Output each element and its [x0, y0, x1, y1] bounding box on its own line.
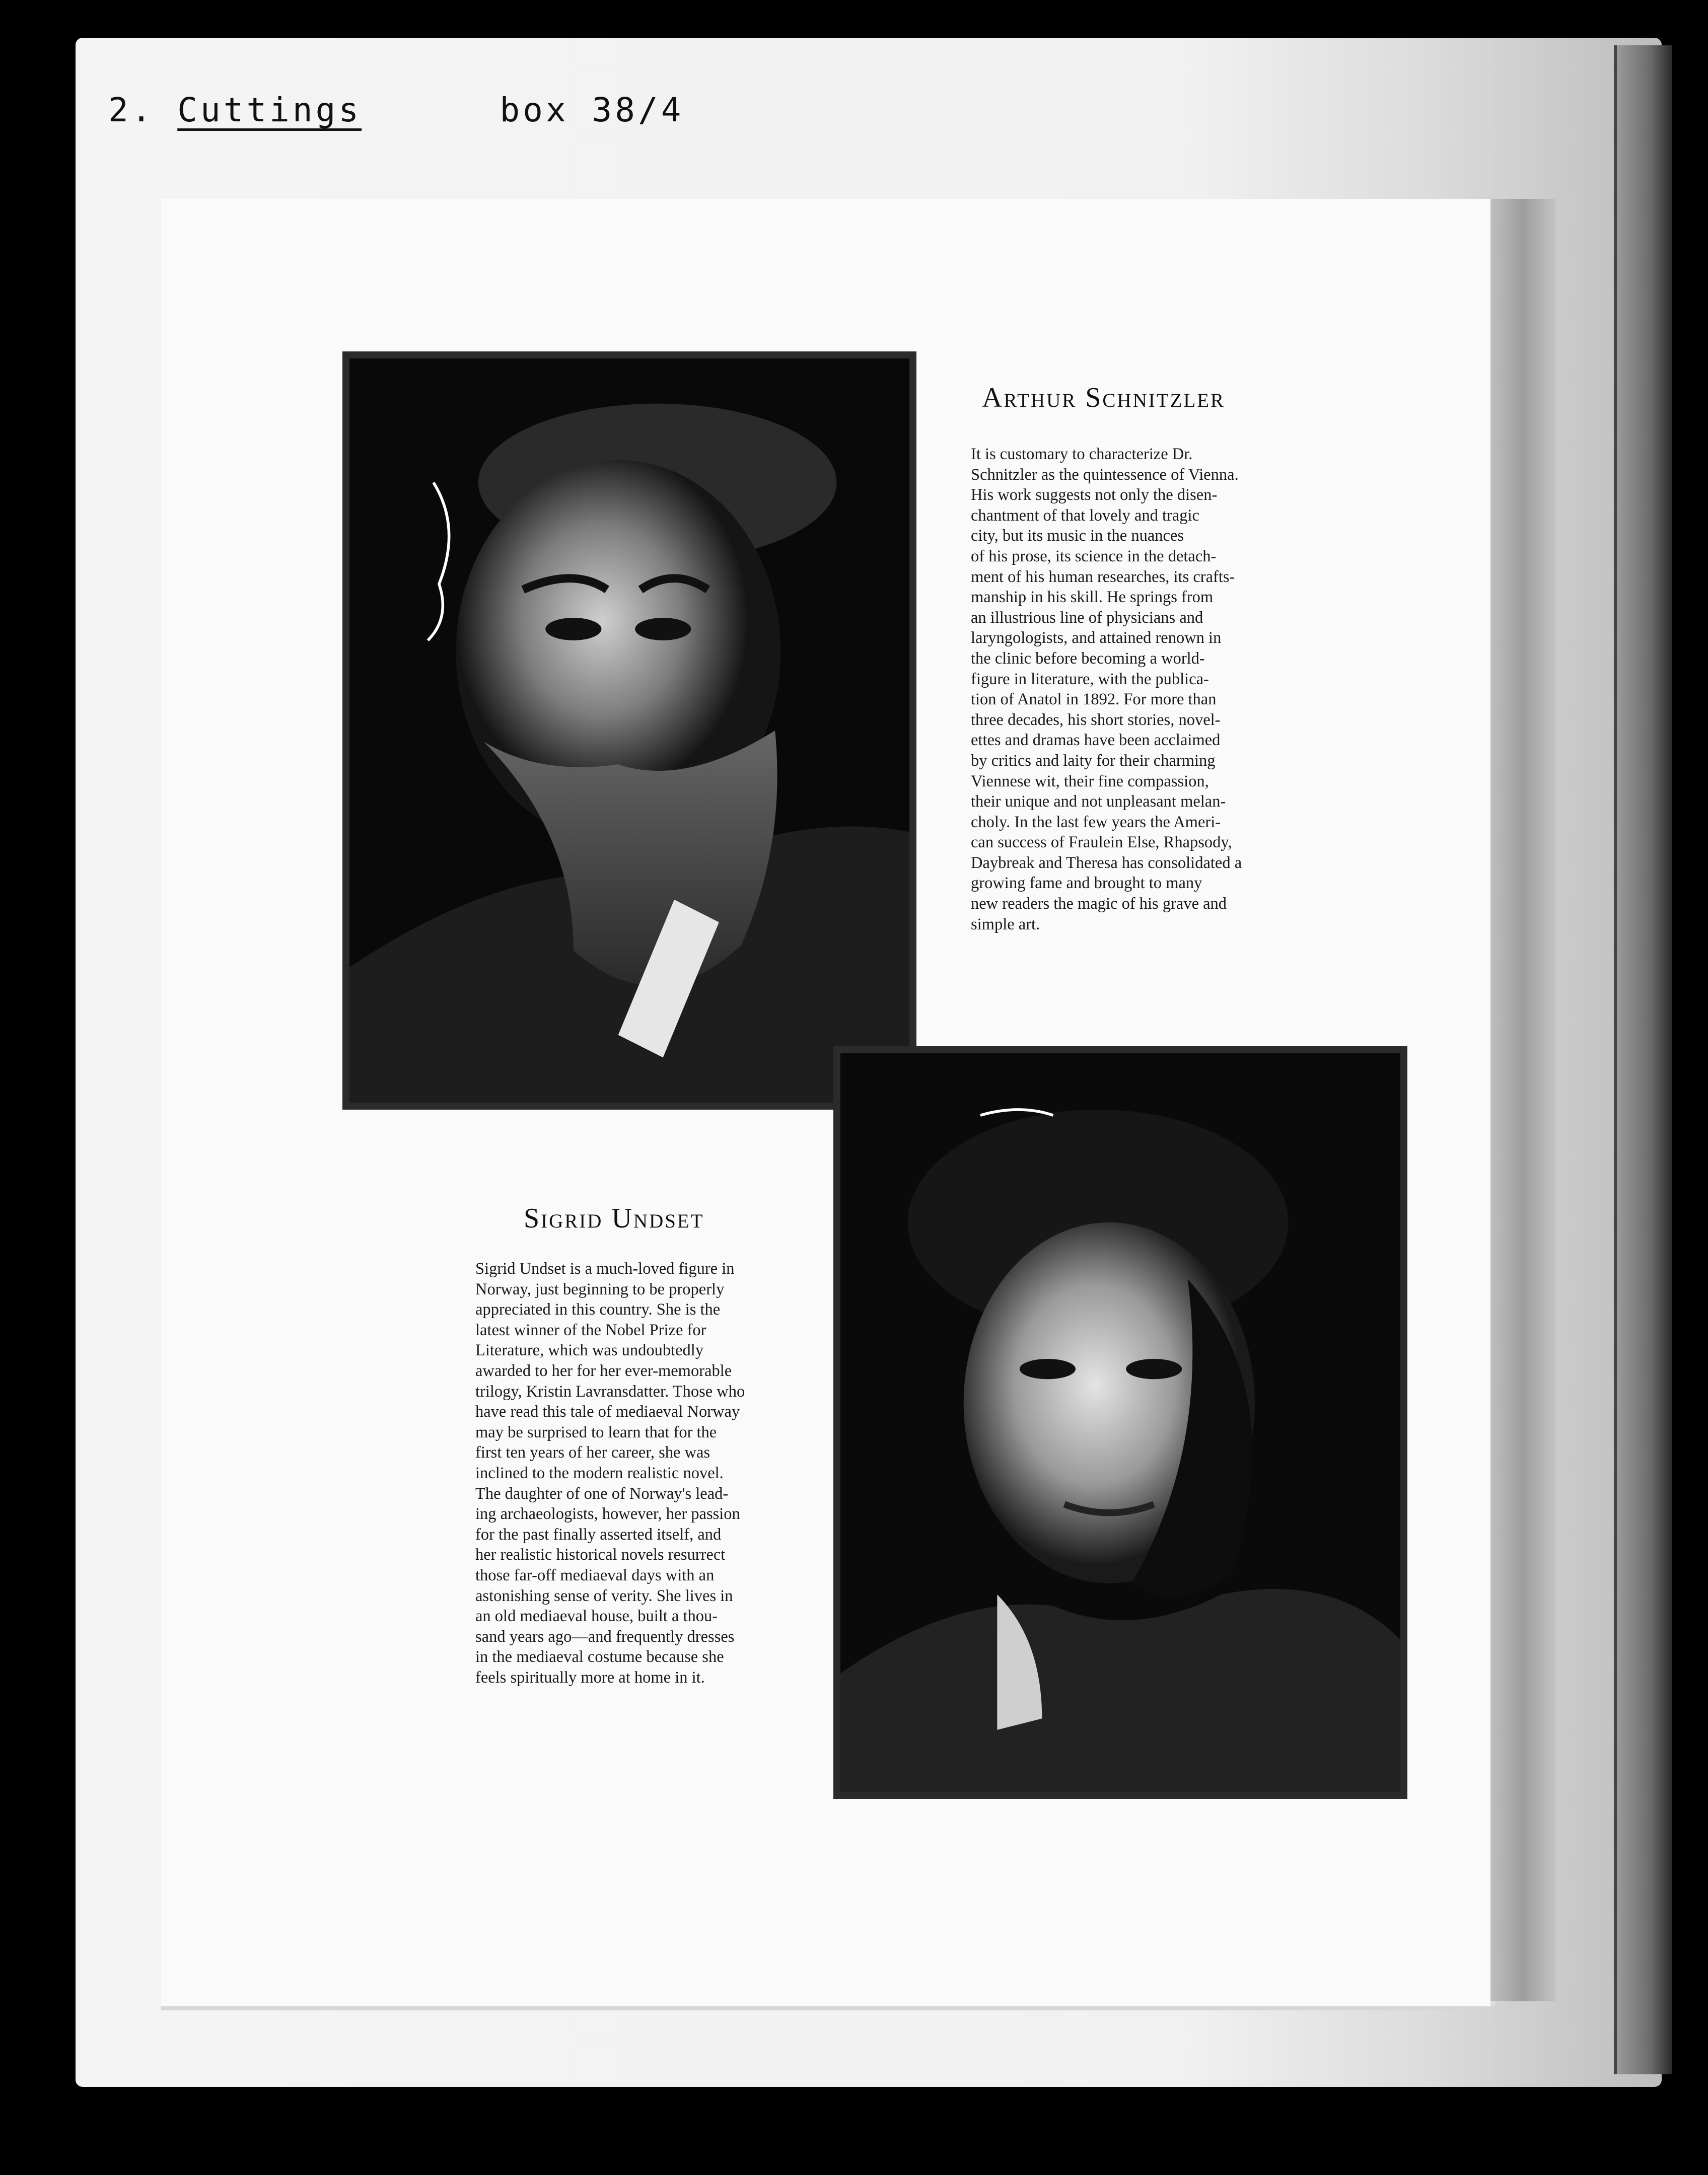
text-line: sand years ago—and frequently dresses: [475, 1627, 735, 1646]
text-line: new readers the magic of his grave and: [971, 895, 1227, 913]
text-line: Norway, just beginning to be properly: [475, 1280, 725, 1298]
text-line: first ten years of her career, she was: [475, 1443, 710, 1462]
text-line: His work suggests not only the disen-: [971, 486, 1218, 504]
text-line: by critics and laity for their charming: [971, 751, 1216, 770]
label-box: box 38/4: [500, 91, 684, 129]
text-line: astonishing sense of verity. She lives in: [475, 1586, 733, 1605]
text-line: simple art.: [971, 915, 1040, 933]
text-line: appreciated in this country. She is the: [475, 1300, 721, 1319]
text-line: an illustrious line of physicians and: [971, 608, 1203, 627]
sheet-shadow: [1490, 199, 1556, 2001]
text-line: Schnitzler as the quintessence of Vienna.: [971, 465, 1239, 484]
text-line: laryngologists, and attained renown in: [971, 629, 1222, 647]
label-number: 2.: [108, 91, 155, 129]
text-line: choly. In the last few years the Ameri-: [971, 813, 1221, 831]
text-line: may be surprised to learn that for the: [475, 1423, 717, 1441]
text-line: It is customary to characterize Dr.: [971, 445, 1193, 463]
schnitzler-heading: Arthur Schnitzler: [982, 382, 1226, 413]
text-line: inclined to the modern realistic novel.: [475, 1464, 724, 1482]
text-line: latest winner of the Nobel Prize for: [475, 1321, 706, 1339]
schnitzler-portrait: [342, 351, 916, 1110]
text-line: The daughter of one of Norway's lead-: [475, 1484, 729, 1503]
text-line: awarded to her for her ever-memorable: [475, 1361, 732, 1380]
text-line: trilogy, Kristin Lavransdatter. Those who: [475, 1382, 745, 1401]
text-line: figure in literature, with the publica-: [971, 670, 1209, 688]
text-line: Viennese wit, their fine compassion,: [971, 772, 1209, 790]
text-line: Daybreak and Theresa has consolidated a: [971, 853, 1242, 872]
text-line: the clinic before becoming a world-: [971, 649, 1205, 668]
text-line: for the past finally asserted itself, and: [475, 1525, 722, 1544]
undset-heading: Sigrid Undset: [524, 1203, 704, 1234]
text-line: three decades, his short stories, novel-: [971, 710, 1221, 729]
text-line: tion of Anatol in 1892. For more than: [971, 690, 1217, 709]
text-line: Sigrid Undset is a much-loved figure in: [475, 1260, 735, 1278]
text-line: an old mediaeval house, built a thou-: [475, 1607, 718, 1626]
text-line: ment of his human researches, its crafts-: [971, 567, 1235, 586]
undset-text: [475, 1259, 784, 1688]
archive-label: [108, 91, 684, 129]
text-line: manship in his skill. He springs from: [971, 588, 1214, 607]
text-line: those far-off mediaeval days with an: [475, 1566, 715, 1584]
text-line: city, but its music in the nuances: [971, 527, 1184, 545]
text-line: can success of Fraulein Else, Rhapsody,: [971, 833, 1232, 852]
text-line: ettes and dramas have been acclaimed: [971, 731, 1221, 750]
text-line: feels spiritually more at home in it.: [475, 1668, 705, 1687]
board-edge: [1614, 45, 1672, 2074]
undset-portrait: [833, 1046, 1407, 1799]
text-line: her realistic historical novels resurrect: [475, 1546, 726, 1564]
text-line: Literature, which was undoubtedly: [475, 1341, 704, 1360]
text-line: their unique and not unpleasant melan-: [971, 792, 1226, 811]
label-category: Cuttings: [177, 91, 362, 129]
schnitzler-text: [971, 444, 1279, 934]
text-line: ing archaeologists, however, her passion: [475, 1505, 740, 1524]
text-line: chantment of that lovely and tragic: [971, 506, 1199, 525]
text-line: growing fame and brought to many: [971, 874, 1202, 893]
text-line: have read this tale of mediaeval Norway: [475, 1403, 740, 1421]
text-line: of his prose, its science in the detach-: [971, 547, 1217, 565]
text-line: in the mediaeval costume because she: [475, 1648, 724, 1666]
